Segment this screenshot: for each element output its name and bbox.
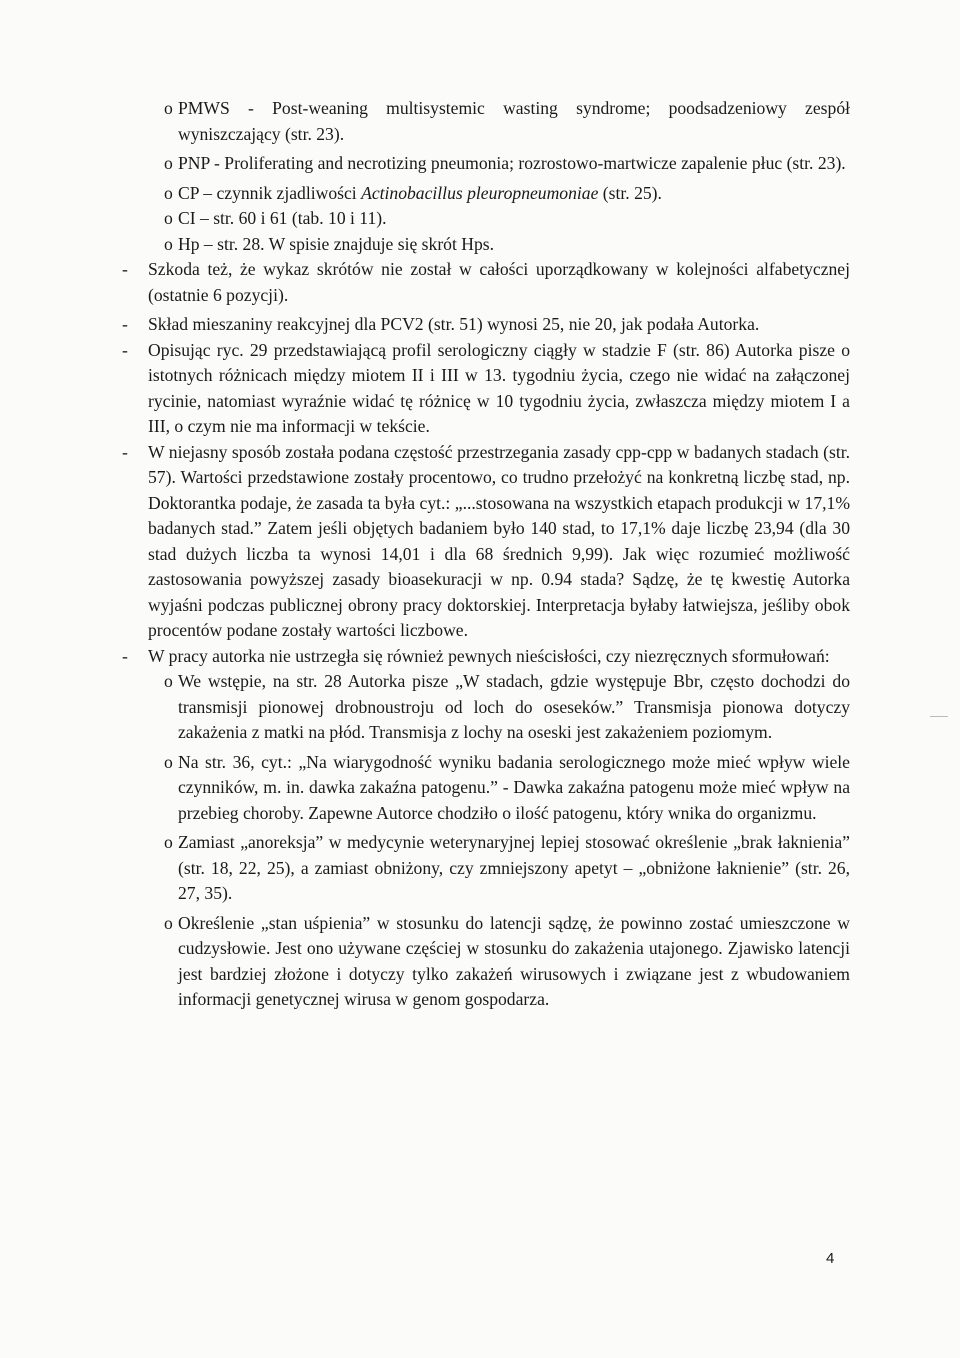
list-item: [120, 96, 850, 147]
item-text: Skład mieszaniny reakcyjnej dla PCV2 (str. 51) wynosi 25, nie 20, jak podała Autorka.: [148, 314, 760, 334]
dash-marker: -: [122, 259, 128, 279]
list-item: [120, 644, 850, 670]
review-text: [120, 96, 850, 1013]
bullet-marker: o: [164, 832, 173, 852]
item-text: PNP - Proliferating and necrotizing pneumonia; rozrostowo-martwicze zapalenie płuc (str. 23).: [178, 153, 846, 173]
item-text: Hp – str. 28. W spisie znajduje się skrót Hps.: [178, 233, 495, 254]
item-text-post: (str. 25).: [598, 182, 662, 203]
item-text: Szkoda też, że wykaz skrótów nie został w całości uporządkowany w kolejności alfabetycznej (ostatnie 6 pozycji).: [148, 259, 850, 305]
dash-marker: -: [122, 645, 128, 666]
bullet-marker: o: [164, 98, 173, 118]
bullet-marker: o: [164, 233, 173, 254]
page-number: 4: [826, 1250, 835, 1267]
bullet-marker: o: [164, 751, 173, 772]
bullet-marker: o: [164, 208, 173, 228]
item-text: We wstępie, na str. 28 Autorka pisze „W stadach, gdzie występuje Bbr, często dochodzi do transmisji pionowej drobnoustroju od loch do oseseków.” Transmisja pionowa dotyczy zakażenia z matki na płód. Transmisja z lochy na oseski jest zakażeniem poziomym.: [178, 671, 850, 742]
item-text: Opisując ryc. 29 przedstawiającą profil serologiczny ciągły w stadzie F (str. 86) Autorka pisze o istotnych różnicach między miotem II i III w 13. tygodniu życia, czego nie widać na załączonej rycinie, natomiast wyraźnie widać tę różnicę w 10 tygodniu życia, zwłaszcza między miotem I a III, o czym nie ma informacji w tekście.: [148, 339, 850, 436]
dash-marker: -: [122, 314, 128, 334]
bullet-marker: o: [164, 153, 173, 173]
item-text-pre: CP – czynnik zjadliwości: [178, 182, 362, 203]
item-text: Określenie „stan uśpienia” w stosunku do latencji sądzę, że powinno zostać umieszczone w cudzysłowie. Jest ono używane częściej w stosunku do zakażenia utajonego. Zjawisko latencji jest bardziej złożone i dotyczy tylko zakażeń wirusowych i związane jest z wbudowaniem informacji genetycznej wirusa w genom gospodarza.: [178, 912, 850, 1009]
item-text: W niejasny sposób została podana częstość przestrzegania zasady cpp-cpp w badanych stadach (str. 57). Wartości przedstawione zostały procentowo, co trudno przełożyć na konkretną liczbę stad, np. Doktorantka podaje, że zasada ta była cyt.: „...stosowana na wszystkich etapach produkcji w 17,1% badanych stad.” Zatem jeśli objętych badaniem było 140 stad, to 17,1% daje liczbę 23,94 (dla 30 stad dużych liczba ta wynosi 14,01 i dla 68 średnich 9,99). Jak więc rozumieć możliwość zastosowania powyższej zasady bioasekuracji w np. 0.94 stada? Sądzę, że tę kwestię Autorka wyjaśni podczas publicznej obrony pracy doktorskiej. Interpretacja byłaby łatwiejsza, jeśliby obok procentów podane zostały wartości liczbowe.: [148, 441, 850, 640]
list-item: [120, 750, 850, 827]
list-item: [120, 181, 850, 207]
scan-mark: [930, 716, 948, 717]
item-text: W pracy autorka nie ustrzegła się również pewnych nieścisłości, czy niezręcznych sformułowań:: [148, 645, 830, 666]
dash-marker: -: [122, 339, 128, 360]
item-text: CI – str. 60 i 61 (tab. 10 i 11).: [178, 208, 387, 228]
dash-marker: -: [122, 441, 128, 462]
bullet-marker: o: [164, 912, 173, 933]
list-item: [120, 440, 850, 644]
list-item: [120, 911, 850, 1013]
list-item: [120, 232, 850, 258]
list-item: [120, 338, 850, 440]
item-text: Na str. 36, cyt.: „Na wiarygodność wyniku badania serologicznego może mieć wpływ wiele czynników, m. in. dawka zakaźna patogenu.” - Dawka zakaźna patogenu może mieć wpływ na przebieg choroby. Zapewne Autorce chodziło o ilość patogenu, który wnika do organizmu.: [178, 751, 850, 823]
list-item: [120, 669, 850, 746]
bullet-marker: o: [164, 671, 173, 691]
list-item: [120, 312, 850, 338]
list-item: [120, 830, 850, 907]
list-item: [120, 257, 850, 308]
list-item: [120, 206, 850, 232]
item-text: Zamiast „anoreksja” w medycynie weterynaryjnej lepiej stosować określenie „brak łaknienia” (str. 18, 22, 25), a zamiast obniżony, czy zmniejszony apetyt – „obniżone łaknienie” (str. 26, 27, 35).: [178, 832, 850, 903]
bullet-marker: o: [164, 182, 173, 203]
item-text: PMWS - Post-weaning multisystemic wasting syndrome; poodsadzeniowy zespół wyniszczający (str. 23).: [178, 98, 850, 144]
species-name: Actinobacillus pleuropneumoniae: [361, 182, 599, 203]
list-item: [120, 151, 850, 177]
